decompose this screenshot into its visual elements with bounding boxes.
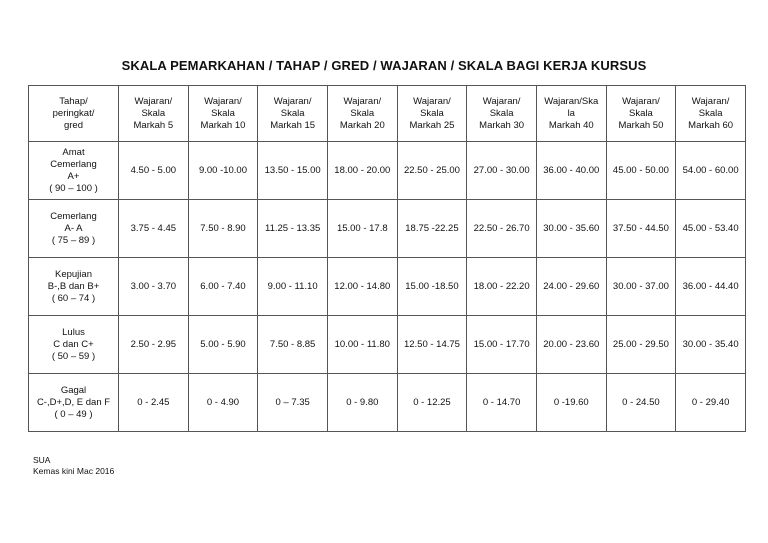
table-row	[29, 374, 746, 432]
grade-label-cell	[29, 142, 119, 200]
header-line: Markah 30	[479, 119, 525, 131]
score-range-cell: 0 - 9.80	[327, 374, 397, 432]
grade-label-cell	[29, 316, 119, 374]
grade-label-line: A- A	[64, 222, 83, 234]
score-range-cell: 30.00 - 35.40	[676, 316, 746, 374]
header-line: Markah 40	[548, 119, 594, 131]
grade-label-cell	[29, 374, 119, 432]
score-range-cell: 4.50 - 5.00	[119, 142, 189, 200]
header-weight-2	[188, 86, 258, 142]
score-range-cell: 10.00 - 11.80	[327, 316, 397, 374]
header-line: Markah 25	[409, 119, 455, 131]
score-range-cell: 22.50 - 25.00	[397, 142, 467, 200]
score-range-cell: 25.00 - 29.50	[606, 316, 676, 374]
score-range-cell: 22.50 - 26.70	[467, 200, 537, 258]
score-range-cell: 15.00 -18.50	[397, 258, 467, 316]
grade-label-line: Cemerlang	[50, 210, 97, 222]
header-line: Skala	[629, 107, 653, 119]
grade-label-line: ( 75 – 89 )	[51, 234, 96, 246]
header-line: Wajaran/	[622, 95, 660, 107]
header-row	[29, 86, 746, 142]
header-line: Markah 20	[339, 119, 385, 131]
score-range-cell: 36.00 - 40.00	[536, 142, 606, 200]
score-range-cell: 18.00 - 20.00	[327, 142, 397, 200]
table-row	[29, 200, 746, 258]
header-line: peringkat/	[52, 107, 95, 119]
score-range-cell: 0 - 2.45	[119, 374, 189, 432]
score-range-cell: 5.00 - 5.90	[188, 316, 258, 374]
table-row	[29, 316, 746, 374]
footer-updated: Kemas kini Mac 2016	[33, 466, 115, 476]
header-line: Markah 10	[200, 119, 246, 131]
table-row	[29, 258, 746, 316]
score-range-cell: 30.00 - 35.60	[536, 200, 606, 258]
grade-label-line: ( 90 – 100 )	[49, 182, 98, 194]
score-range-cell: 37.50 - 44.50	[606, 200, 676, 258]
score-range-cell: 18.75 -22.25	[397, 200, 467, 258]
header-line: Markah 15	[270, 119, 316, 131]
header-line: Tahap/	[59, 95, 88, 107]
header-line: Skala	[698, 107, 723, 119]
score-range-cell: 0 - 4.90	[188, 374, 258, 432]
header-weight-7	[536, 86, 606, 142]
header-line: Skala	[280, 107, 305, 119]
score-range-cell: 0 - 24.50	[606, 374, 676, 432]
header-line: Skala	[420, 107, 444, 119]
header-line: Wajaran/	[413, 95, 451, 107]
score-range-cell: 13.50 - 15.00	[258, 142, 328, 200]
score-range-cell: 36.00 - 44.40	[676, 258, 746, 316]
table-body	[29, 142, 746, 432]
header-line: Markah 60	[688, 119, 734, 131]
header-line: Wajaran/Ska	[544, 95, 599, 107]
score-range-cell: 15.00 - 17.8	[327, 200, 397, 258]
score-range-cell: 2.50 - 2.95	[119, 316, 189, 374]
header-line: Wajaran/	[691, 95, 730, 107]
header-line: Wajaran/	[343, 95, 382, 107]
table-row	[29, 142, 746, 200]
grading-scale-table	[28, 85, 746, 432]
score-range-cell: 0 - 12.25	[397, 374, 467, 432]
grade-label-line: ( 60 – 74 )	[51, 292, 96, 304]
score-range-cell: 30.00 - 37.00	[606, 258, 676, 316]
grade-label-line: C-,D+,D, E dan F	[36, 396, 111, 408]
score-range-cell: 7.50 - 8.85	[258, 316, 328, 374]
header-line: Skala	[211, 107, 235, 119]
score-range-cell: 0 - 29.40	[676, 374, 746, 432]
score-range-cell: 12.50 - 14.75	[397, 316, 467, 374]
grade-label-cell	[29, 258, 119, 316]
grade-label-line: Cemerlang	[50, 158, 97, 170]
score-range-cell: 45.00 - 50.00	[606, 142, 676, 200]
header-line: Wajaran/	[134, 95, 173, 107]
header-weight-5	[397, 86, 467, 142]
header-weight-6	[467, 86, 537, 142]
score-range-cell: 7.50 - 8.90	[188, 200, 258, 258]
grade-label-line: Kepujian	[55, 268, 92, 280]
score-range-cell: 27.00 - 30.00	[467, 142, 537, 200]
score-range-cell: 3.75 - 4.45	[119, 200, 189, 258]
header-grade-level	[29, 86, 119, 142]
grade-label-line: ( 50 – 59 )	[51, 350, 96, 362]
score-range-cell: 9.00 - 11.10	[258, 258, 328, 316]
score-range-cell: 45.00 - 53.40	[676, 200, 746, 258]
header-line: gred	[63, 119, 83, 131]
header-line: Wajaran/	[273, 95, 312, 107]
score-range-cell: 54.00 - 60.00	[676, 142, 746, 200]
header-line: la	[567, 107, 575, 119]
score-range-cell: 6.00 - 7.40	[188, 258, 258, 316]
header-line: Markah 5	[133, 119, 174, 131]
header-weight-3	[258, 86, 328, 142]
score-range-cell: 3.00 - 3.70	[119, 258, 189, 316]
header-weight-8	[606, 86, 676, 142]
grade-label-line: ( 0 – 49 )	[54, 408, 93, 420]
score-range-cell: 0 -19.60	[536, 374, 606, 432]
header-line: Skala	[489, 107, 514, 119]
header-weight-1	[119, 86, 189, 142]
document-title: SKALA PEMARKAHAN / TAHAP / GRED / WAJARAN / SKALA BAGI KERJA KURSUS	[121, 58, 647, 73]
grade-label-line: C dan C+	[53, 338, 94, 350]
score-range-cell: 0 – 7.35	[258, 374, 328, 432]
header-weight-9	[676, 86, 746, 142]
header-line: Wajaran/	[204, 95, 242, 107]
score-range-cell: 24.00 - 29.60	[536, 258, 606, 316]
footer-author: SUA	[33, 455, 51, 465]
score-range-cell: 18.00 - 22.20	[467, 258, 537, 316]
header-line: Skala	[141, 107, 166, 119]
score-range-cell: 15.00 - 17.70	[467, 316, 537, 374]
header-line: Wajaran/	[482, 95, 521, 107]
grade-label-line: A+	[67, 170, 80, 182]
grade-label-line: B-,B dan B+	[47, 280, 100, 292]
grade-label-cell	[29, 200, 119, 258]
score-range-cell: 0 - 14.70	[467, 374, 537, 432]
score-range-cell: 9.00 -10.00	[188, 142, 258, 200]
score-range-cell: 12.00 - 14.80	[327, 258, 397, 316]
header-weight-4	[327, 86, 397, 142]
header-line: Markah 50	[618, 119, 664, 131]
grade-label-line: Lulus	[62, 326, 85, 338]
score-range-cell: 20.00 - 23.60	[536, 316, 606, 374]
score-range-cell: 11.25 - 13.35	[258, 200, 328, 258]
grade-label-line: Gagal	[60, 384, 87, 396]
header-line: Skala	[350, 107, 375, 119]
grade-label-line: Amat	[62, 146, 85, 158]
